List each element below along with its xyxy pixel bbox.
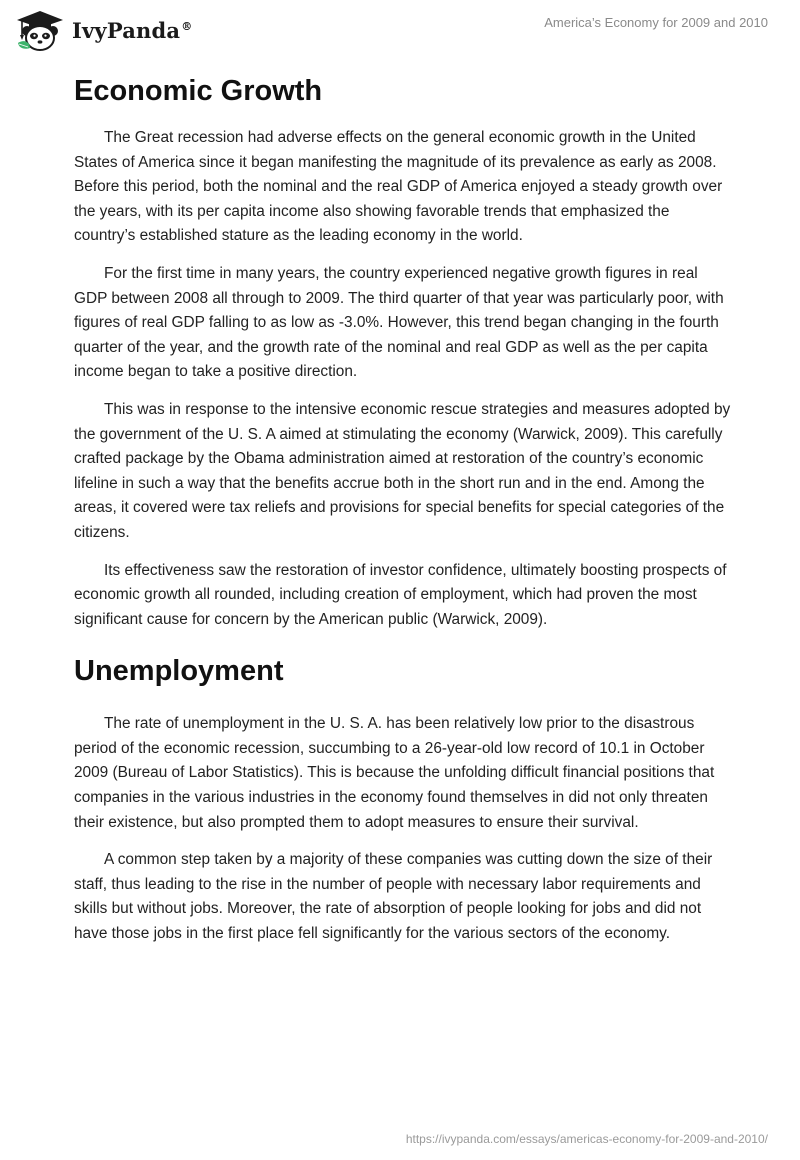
registered-mark: ® — [181, 19, 193, 33]
paragraph: This was in response to the intensive economic rescue strategies and measures adopted by the government of the U. S. A aimed at stimulating the economy (Warwick, 2009). This carefully crafted package by the Obama administration aimed at restoration of the country’s economic lifeline in such a way that the benefits accrue both in the short run and in the end. Among the areas, it covered were tax reliefs and provisions for special benefits for special categories of the citizens. — [74, 400, 731, 541]
ivypanda-logo[interactable] — [14, 8, 192, 52]
logo-wordmark: IvyPanda® — [72, 17, 193, 43]
essay-title: America’s Economy for 2009 and 2010 — [544, 15, 768, 30]
panda-graduate-icon — [14, 9, 66, 51]
paragraph: For the first time in many years, the country experienced negative growth figures in real GDP between 2008 all through to 2009. The third quarter of that year was particularly poor, with figures of real GDP falling to as low as -3.0%. However, this trend began changing in the fourth quarter of the year, and the growth rate of the nominal and real GDP as well as the per capita income began to take a positive direction. — [74, 264, 724, 381]
paragraph: The rate of unemployment in the U. S. A. has been relatively low prior to the disastrous period of the economic recession, succumbing to a 26-year-old low record of 10.1 in October 2009 (Bureau of Labor Statistics). This is because the unfolding difficult financial positions that companies in the various industries in the economy found themselves in did not only threaten their existence, but also prompted them to adopt measures to ensure their survival. — [74, 715, 715, 831]
page-header — [0, 0, 800, 60]
paragraph: Its effectiveness saw the restoration of investor confidence, ultimately boosting prospects of economic growth all rounded, including creation of employment, which had proven the most significant cause for concern by the American public (Warwick, 2009). — [74, 561, 727, 628]
section-heading-economic-growth: Economic Growth — [74, 75, 323, 107]
source-url[interactable]: https://ivypanda.com/essays/americas-economy-for-2009-and-2010/ — [405, 1132, 768, 1146]
section-heading-unemployment: Unemployment — [74, 655, 284, 688]
essay-content — [74, 72, 734, 960]
paragraph: The Great recession had adverse effects on the general economic growth in the United States of America since it began manifesting the magnitude of its prevalence as early as 2008. Before this period, both the nominal and the real GDP of America enjoyed a steady growth over the years, with its per capita income also showing favorable trends that emphasized the country’s established stature as the leading economy in the world. — [74, 129, 723, 245]
paragraph: A common step taken by a majority of these companies was cutting down the size of their staff, thus leading to the rise in the number of people with necessary labor requirements and skills but without jobs. Moreover, the rate of absorption of people looking for jobs and did not have those jobs in the first place fell significantly for the various sectors of the economy. — [74, 851, 713, 943]
